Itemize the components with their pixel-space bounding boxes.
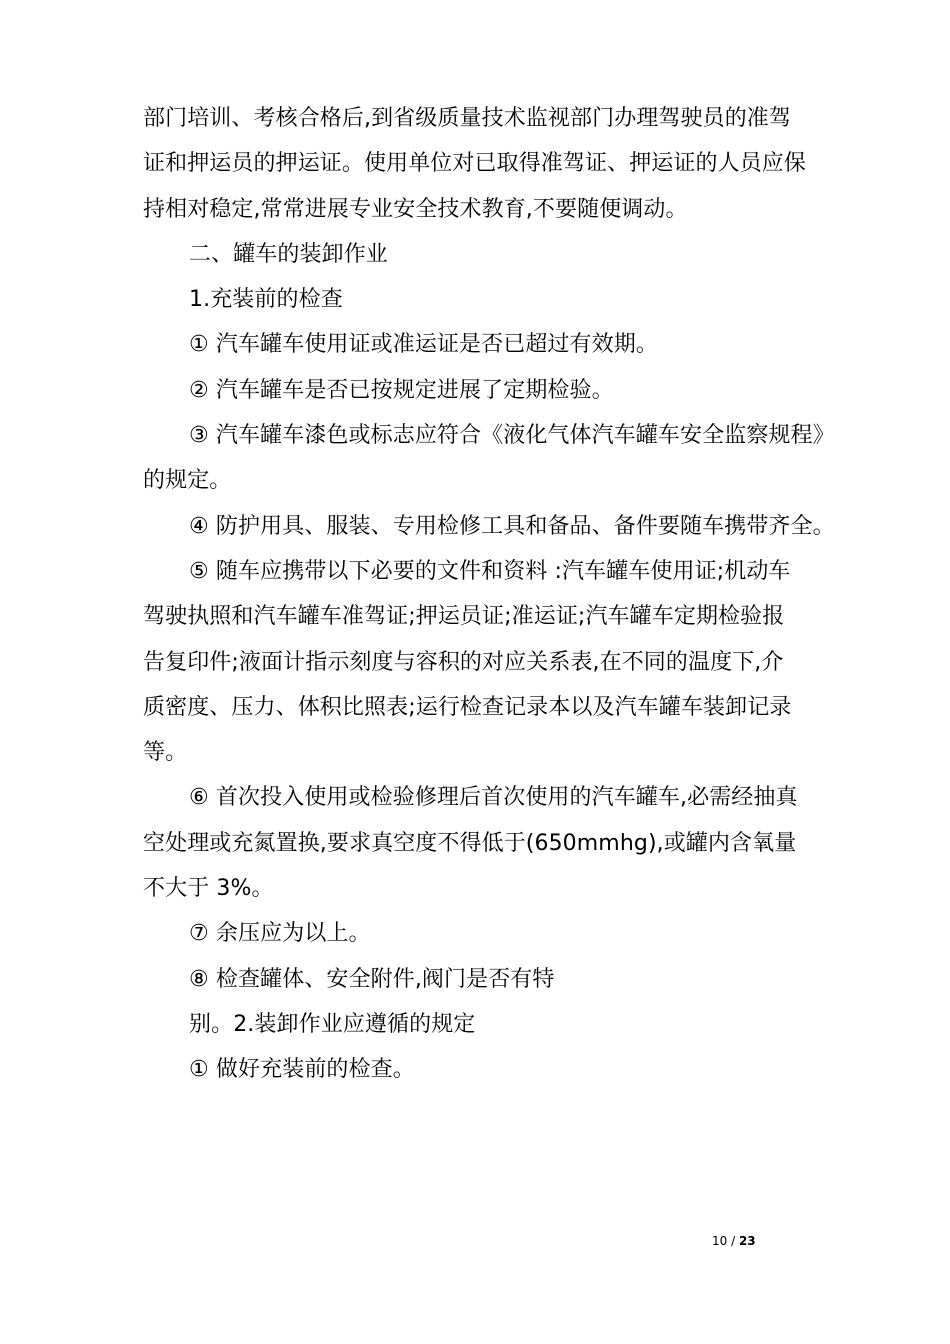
text-line: 空处理或充氮置换,要求真空度不得低于(650mmhg),或罐内含氧量: [143, 830, 797, 856]
list-item: ② 汽车罐车是否已按规定进展了定期检验。: [189, 377, 614, 403]
list-item: ⑦ 余压应为以上。: [189, 921, 371, 947]
section-heading: 二、罐车的装卸作业: [189, 241, 388, 267]
text-line: 质密度、压力、体积比照表;运行检查记录本以及汽车罐车装卸记录: [143, 694, 792, 720]
list-item: ④ 防护用具、服装、专用检修工具和备品、备件要随车携带齐全。: [189, 513, 835, 539]
list-item: ③ 汽车罐车漆色或标志应符合《液化气体汽车罐车安全监察规程》: [189, 423, 835, 449]
page-separator: /: [727, 1234, 739, 1248]
list-item: ① 汽车罐车使用证或准运证是否已超过有效期。: [189, 332, 658, 358]
page-total: 23: [738, 1234, 756, 1248]
text-line: 告复印件;液面计指示刻度与容积的对应关系表,在不同的温度下,介: [143, 649, 784, 675]
text-line: 持相对稳定,常常进展专业安全技术教育,不要随便调动。: [143, 196, 688, 222]
list-item: ① 做好充装前的检查。: [189, 1057, 415, 1083]
page-number: [712, 1234, 756, 1248]
text-line: 等。: [143, 740, 188, 766]
text-line: 驾驶执照和汽车罐车准驾证;押运员证;准运证;汽车罐车定期检验报: [143, 604, 785, 630]
subsection-heading: 1.充装前的检查: [189, 287, 343, 313]
text-line: 不大于 3%。: [143, 876, 274, 902]
list-item: ⑤ 随车应携带以下必要的文件和资料 :汽车罐车使用证;机动车: [189, 558, 791, 584]
text-line: 别。2.装卸作业应遵循的规定: [189, 1011, 476, 1037]
text-line: 部门培训、考核合格后,到省级质量技术监视部门办理驾驶员的准驾: [143, 106, 791, 131]
list-item: ⑥ 首次投入使用或检验修理后首次使用的汽车罐车,必需经抽真: [189, 785, 798, 811]
page-current: 10: [712, 1234, 728, 1248]
text-line: 的规定。: [143, 468, 232, 494]
document-body: [143, 96, 835, 1093]
text-line: 证和押运员的押运证。使用单位对已取得准驾证、押运证的人员应保: [143, 151, 807, 177]
list-item: ⑧ 检查罐体、安全附件,阀门是否有特: [189, 966, 555, 992]
